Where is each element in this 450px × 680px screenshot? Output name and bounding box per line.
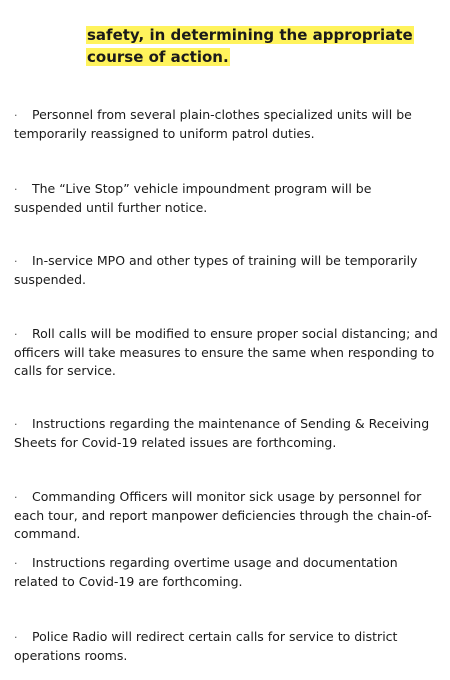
list-item-sick-usage — [14, 488, 438, 543]
list-item-text: Roll calls will be modified to ensure proper social distancing; and officers will take measures to ensure the same when responding to calls for service. — [14, 326, 438, 378]
list-item-text: The “Live Stop” vehicle impoundment program will be suspended until further notice. — [14, 181, 372, 215]
list-item-training — [14, 252, 438, 289]
list-item-police-radio — [14, 628, 438, 665]
bullet-icon: · — [14, 183, 18, 196]
list-item-text: Instructions regarding the maintenance of Sending & Receiving Sheets for Covid-19 related issues are forthcoming. — [14, 416, 430, 450]
bullet-icon: · — [14, 631, 18, 644]
list-item-live-stop — [14, 180, 438, 217]
list-item-text: In-service MPO and other types of training will be temporarily suspended. — [14, 253, 418, 287]
list-item-roll-calls — [14, 325, 438, 380]
list-item-sending-receiving — [14, 415, 438, 452]
bullet-icon: · — [14, 328, 18, 341]
list-item-overtime — [14, 554, 438, 591]
list-item-text: Police Radio will redirect certain calls for service to district operations rooms. — [14, 629, 398, 663]
list-item-text: Commanding Officers will monitor sick usage by personnel for each tour, and report manpower deficiencies through the chain-of-command. — [14, 489, 432, 541]
bullet-icon: · — [14, 557, 18, 570]
bullet-icon: · — [14, 109, 18, 122]
list-item-text: Instructions regarding overtime usage and documentation related to Covid-19 are forthcoming. — [14, 555, 398, 589]
bullet-icon: · — [14, 491, 18, 504]
bullet-icon: · — [14, 418, 18, 431]
list-item-plainclothes — [14, 106, 438, 143]
bullet-icon: · — [14, 255, 18, 268]
list-item-text: Personnel from several plain-clothes specialized units will be temporarily reassigned to uniform patrol duties. — [14, 107, 412, 141]
heading-text — [86, 24, 446, 68]
highlighted-heading: safety, in determining the appropriate course of action. — [87, 26, 413, 66]
